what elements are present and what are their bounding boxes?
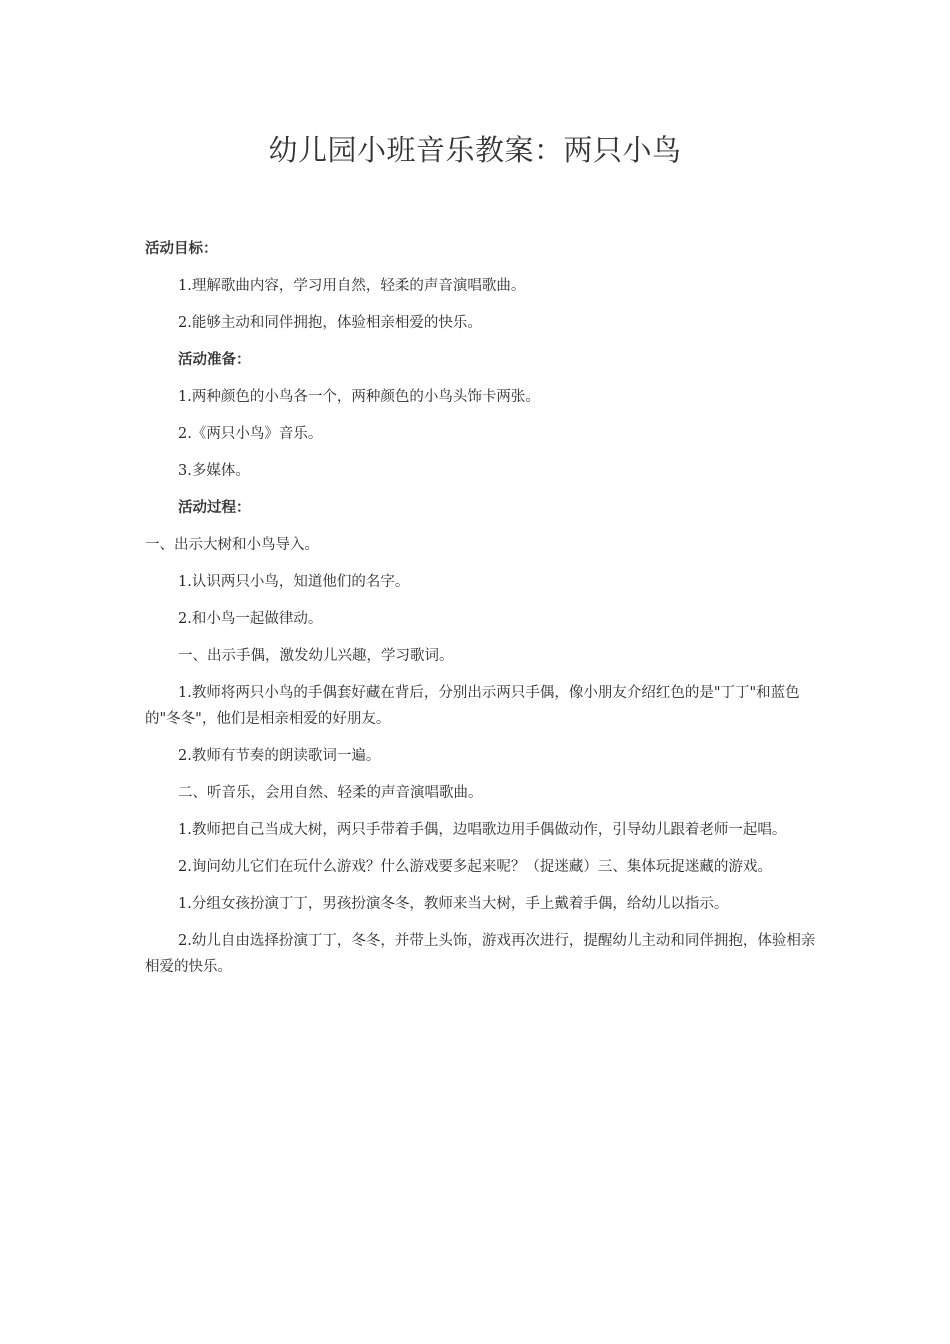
paragraph: 1.认识两只小鸟，知道他们的名字。 — [178, 574, 410, 590]
document-body — [145, 236, 817, 991]
paragraph: 1.教师把自己当成大树，两只手带着手偶，边唱歌边用手偶做动作，引导幼儿跟着老师一起唱。 — [178, 822, 787, 838]
paragraph: 2.幼儿自由选择扮演丁丁，冬冬，并带上头饰，游戏再次进行，提醒幼儿主动和同伴拥抱，体验相亲相爱的快乐。 — [145, 933, 816, 975]
paragraph: 一、出示大树和小鸟导入。 — [145, 537, 319, 553]
document-title: 幼儿园小班音乐教案：两只小鸟 — [268, 133, 682, 167]
paragraph: 一、出示手偶，激发幼儿兴趣，学习歌词。 — [178, 648, 454, 664]
paragraph: 1.教师将两只小鸟的手偶套好藏在背后，分别出示两只手偶，像小朋友介绍红色的是"丁丁"和蓝色的"冬冬"，他们是相亲相爱的好朋友。 — [145, 685, 800, 727]
section-heading-preparation: 活动准备： — [178, 352, 251, 368]
paragraph: 2.能够主动和同伴拥抱，体验相亲相爱的快乐。 — [178, 315, 482, 331]
paragraph: 3.多媒体。 — [178, 463, 250, 479]
paragraph: 二、听音乐，会用自然、轻柔的声音演唱歌曲。 — [178, 785, 483, 801]
paragraph: 1.理解歌曲内容，学习用自然，轻柔的声音演唱歌曲。 — [178, 278, 526, 294]
section-heading-goals: 活动目标： — [145, 241, 218, 257]
paragraph: 2.询问幼儿它们在玩什么游戏？什么游戏要多起来呢？（捉迷藏）三、集体玩捉迷藏的游戏。 — [178, 859, 772, 875]
paragraph: 2.教师有节奏的朗读歌词一遍。 — [178, 748, 381, 764]
paragraph: 2.《两只小鸟》音乐。 — [178, 426, 323, 442]
section-heading-process: 活动过程： — [178, 500, 251, 516]
paragraph: 1.分组女孩扮演丁丁，男孩扮演冬冬，教师来当大树，手上戴着手偶，给幼儿以指示。 — [178, 896, 729, 912]
paragraph: 1.两种颜色的小鸟各一个，两种颜色的小鸟头饰卡两张。 — [178, 389, 540, 405]
paragraph: 2.和小鸟一起做律动。 — [178, 611, 323, 627]
